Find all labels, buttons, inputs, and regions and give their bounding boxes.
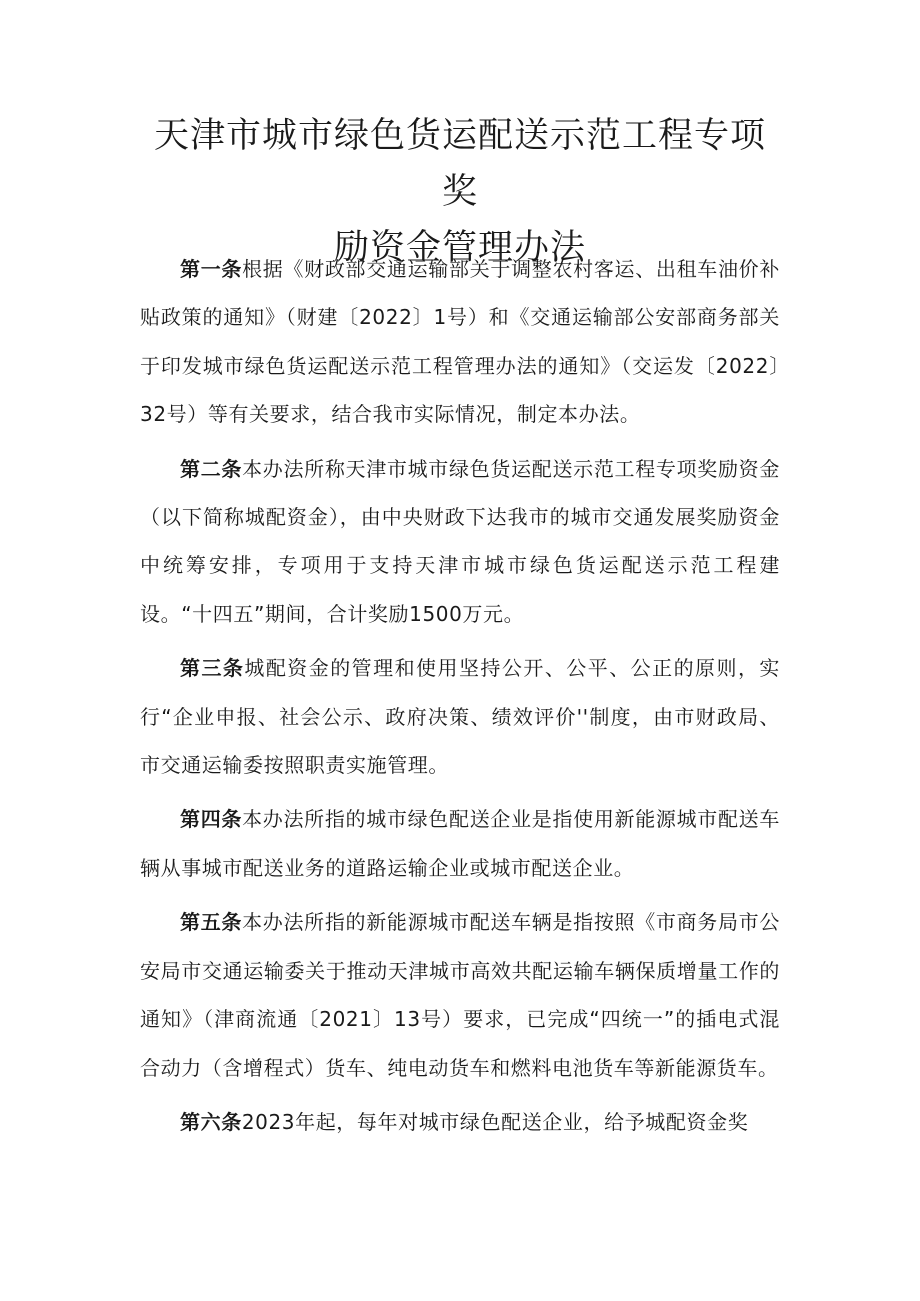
article-6 — [140, 1098, 780, 1146]
article-text: 本办法所指的新能源城市配送车辆是指按照《市商务局市公安局市交通运输委关于推动天津城市高效共配运输车辆保质增量工作的通知》（津商流通〔2021〕13号）要求，已完成“四统一”的插电式混合动力（含增程式）货车、纯电动货车和燃料电池货车等新能源货车。 — [140, 910, 780, 1080]
article-text: 根据《财政部交通运输部关于调整农村客运、出租车油价补贴政策的通知》（财建〔2022〕1号）和《交通运输部公安部商务部关于印发城市绿色货运配送示范工程管理办法的通知》（交运发〔2022〕32号）等有关要求，结合我市实际情况，制定本办法。 — [140, 257, 780, 427]
article-number: 第二条 — [180, 456, 243, 481]
article-text: 城配资金的管理和使用坚持公开、公平、公正的原则，实行“企业申报、社会公示、政府决策、绩效评价''制度，由市财政局、市交通运输委按照职责实施管理。 — [140, 656, 781, 778]
article-number: 第五条 — [180, 910, 243, 935]
article-text: 本办法所称天津市城市绿色货运配送示范工程专项奖励资金（以下简称城配资金），由中央财政下达我市的城市交通发展奖励资金中统筹安排，专项用于支持天津市城市绿色货运配送示范工程建设。“十四五”期间，合计奖励1500万元。 — [140, 456, 780, 626]
article-2 — [140, 445, 780, 639]
article-text: 2023年起，每年对城市绿色配送企业，给予城配资金奖 — [241, 1109, 749, 1134]
document-body — [140, 245, 780, 1152]
article-number: 第三条 — [180, 656, 245, 681]
article-number: 第四条 — [180, 807, 243, 832]
article-number: 第六条 — [180, 1109, 242, 1134]
article-number: 第一条 — [180, 257, 243, 281]
title-line-2: 励资金管理办法 — [333, 228, 586, 268]
article-1 — [140, 245, 780, 439]
article-text: 本办法所指的城市绿色配送企业是指使用新能源城市配送车辆从事城市配送业务的道路运输企业或城市配送企业。 — [140, 807, 780, 880]
article-5 — [140, 898, 780, 1092]
title-line-1: 天津市城市绿色货运配送示范工程专项奖 — [153, 116, 766, 212]
article-3 — [140, 644, 780, 789]
article-4 — [140, 795, 780, 892]
